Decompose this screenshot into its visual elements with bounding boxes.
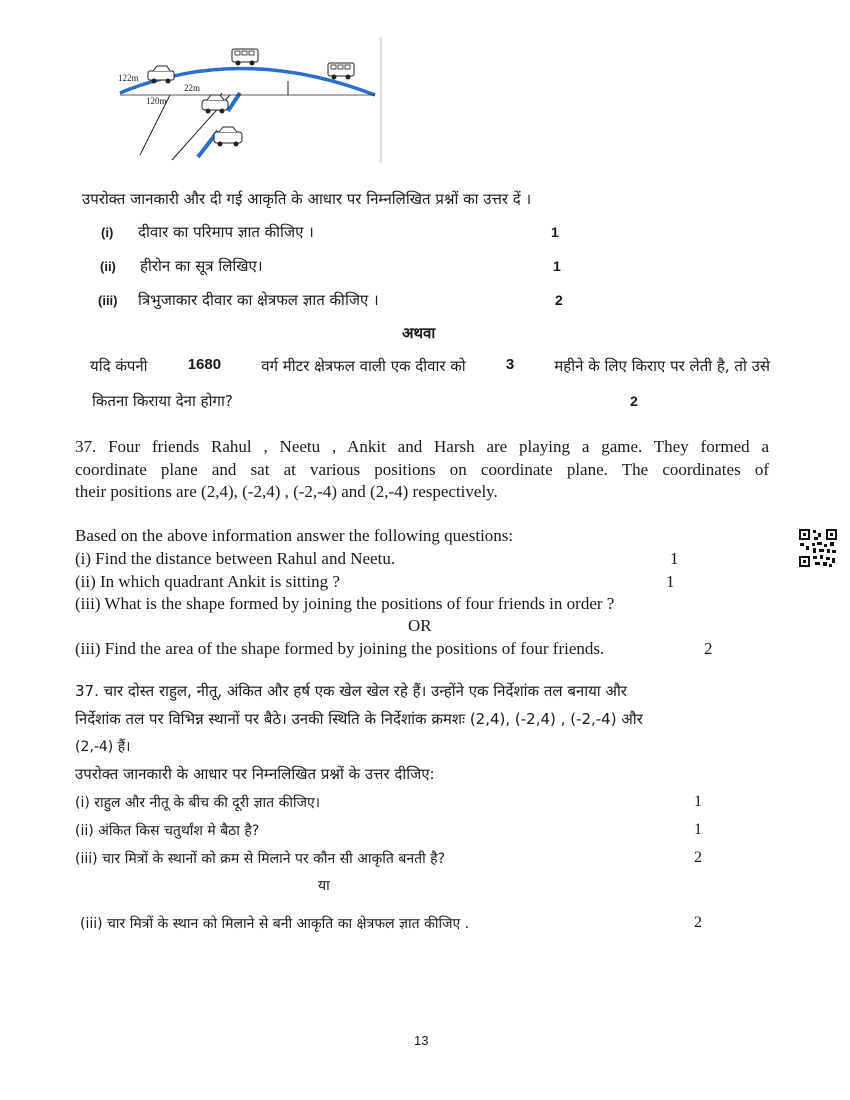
question-marks: 1 [666,572,675,591]
figure-label: 122m [118,73,139,83]
question-marks: 2 [694,914,702,931]
qr-code-icon [798,528,838,568]
question-text: (iii) Find the area of the shape formed by joining the positions of four friends. [75,639,605,658]
figure-label: 120m [146,96,167,106]
van-icon [328,63,354,80]
alt-question-text: यदि कंपनी [90,357,148,375]
question-number: (ii) [100,259,116,274]
question-text: (i) Find the distance between Rahul and Neetu. [75,549,396,568]
question-text: दीवार का परिमाप ज्ञात कीजिए । [138,223,314,241]
question-text: हीरोन का सूत्र लिखिए। [140,257,263,275]
figure-label: 22m [184,83,201,93]
alt-question-marks: 2 [630,393,638,409]
alt-question-line-2: कितना किराया देना होगा? [92,392,233,410]
question-text: (ii) अंकित किस चतुर्थांश मे बैठा है? [75,823,260,839]
q37-hi-line: निर्देशांक तल पर विभिन्न स्थानों पर बैठे। उनकी स्थिति के निर्देशांक क्रमशः (2,4), (-2,4) , (-2,-4) और [75,710,643,728]
question-marks: 1 [694,821,702,838]
alt-question-line-1 [90,356,770,376]
alt-question-text: वर्ग मीटर क्षेत्रफल वाली एक दीवार को [261,357,466,375]
page-number: 13 [414,1033,429,1048]
alt-area-value: 1680 [187,356,222,373]
question-number: (iii) [98,293,118,308]
question-text: (iii) चार मित्रों के स्थान को मिलाने से बनी आकृति का क्षेत्रफल ज्ञात कीजिए . [80,916,470,932]
alt-months-value: 3 [505,356,515,373]
q37-en-line: 37. Four friends Rahul , Neetu , Ankit and Harsh are playing a game. They formed a [75,437,769,456]
question-number: (i) [101,225,114,240]
or-heading: अथवा [402,324,436,342]
q37-en-based-on: Based on the above information answer the following questions: [75,526,514,545]
q37-hi-intro: उपरोक्त जानकारी के आधार पर निम्नलिखित प्रश्नों के उत्तर दीजिए: [75,765,435,783]
question-text: (ii) In which quadrant Ankit is sitting ? [75,572,340,591]
or-heading: या [318,878,330,894]
question-marks: 1 [694,793,702,810]
q37-en-line: coordinate plane and sat at various positions on coordinate plane. The coordinates of [75,460,769,479]
car-icon [214,127,242,147]
question-marks: 2 [694,849,702,866]
car-icon [148,66,174,84]
or-heading: OR [408,616,432,635]
alt-question-text: महीने के लिए किराए पर लेती है, तो उसे [554,357,770,375]
question-text: (iii) What is the shape formed by joining the positions of four friends in order ? [75,594,615,613]
bridge-figure [110,35,390,165]
question-marks: 2 [704,639,713,658]
car-icon [202,95,228,114]
question-marks: 2 [555,292,563,308]
q37-en-line: their positions are (2,4), (-2,4) , (-2,-4) and (2,-4) respectively. [75,482,498,501]
question-text: (i) राहुल और नीतू के बीच की दूरी ज्ञात कीजिए। [75,795,321,811]
van-icon [232,49,258,66]
question-marks: 1 [670,549,679,568]
hindi-intro: उपरोक्त जानकारी और दी गई आकृति के आधार पर निम्नलिखित प्रश्नों का उत्तर दें । [82,190,532,208]
question-text: (iii) चार मित्रों के स्थानों को क्रम से मिलाने पर कौन सी आकृति बनती है? [75,851,446,867]
question-marks: 1 [553,258,561,274]
q37-hi-line: 37. चार दोस्त राहुल, नीतू, अंकित और हर्ष एक खेल खेल रहे हैं। उन्होंने एक निर्देशांक तल बनाया और [75,682,627,700]
question-marks: 1 [551,224,559,240]
question-text: त्रिभुजाकार दीवार का क्षेत्रफल ज्ञात कीजिए । [138,291,379,309]
q37-hi-line: (2,-4) हैं। [75,739,131,755]
